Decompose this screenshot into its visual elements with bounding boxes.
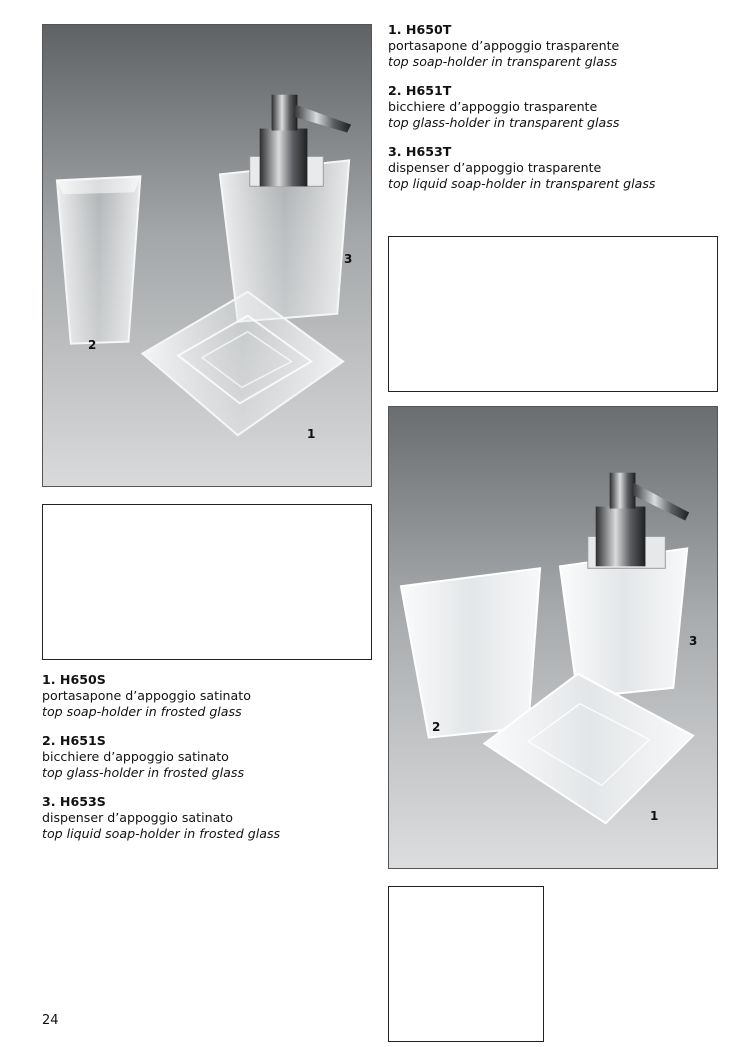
callout-3: 3 — [689, 634, 698, 648]
empty-frame-left — [42, 504, 372, 660]
callout-1: 1 — [307, 427, 316, 441]
product-code: 1. H650S — [42, 672, 106, 687]
description-english: top soap-holder in frosted glass — [42, 704, 242, 719]
callout-1: 1 — [650, 809, 659, 823]
spec-item — [42, 733, 372, 781]
page-number: 24 — [42, 1013, 59, 1028]
product-code: 3. H653S — [42, 794, 106, 809]
empty-frame-right-top — [388, 236, 718, 392]
callout-2: 2 — [432, 720, 441, 734]
callout-3: 3 — [344, 252, 353, 266]
description-italian: portasapone d’appoggio trasparente — [388, 38, 620, 53]
description-english: top glass-holder in transparent glass — [388, 115, 620, 130]
spec-item — [388, 22, 728, 70]
product-code: 1. H650T — [388, 22, 452, 37]
transparent-set-image — [43, 25, 371, 486]
spec-item — [388, 83, 728, 131]
description-english: top glass-holder in frosted glass — [42, 765, 245, 780]
callout-2: 2 — [88, 338, 97, 352]
frosted-set-image — [389, 407, 717, 868]
transparent-set-photo — [42, 24, 372, 487]
transparent-set-specs — [388, 22, 728, 205]
description-italian: bicchiere d’appoggio trasparente — [388, 99, 598, 114]
description-italian: bicchiere d’appoggio satinato — [42, 749, 229, 764]
description-italian: dispenser d’appoggio trasparente — [388, 160, 602, 175]
spec-item — [42, 672, 372, 720]
product-code: 3. H653T — [388, 144, 452, 159]
spec-item — [42, 794, 372, 842]
product-code: 2. H651S — [42, 733, 106, 748]
frosted-set-specs — [42, 672, 372, 855]
description-english: top liquid soap-holder in frosted glass — [42, 826, 281, 841]
description-italian: portasapone d’appoggio satinato — [42, 688, 251, 703]
empty-frame-right-bottom — [388, 886, 544, 1042]
description-english: top soap-holder in transparent glass — [388, 54, 618, 69]
product-code: 2. H651T — [388, 83, 452, 98]
description-italian: dispenser d’appoggio satinato — [42, 810, 233, 825]
description-english: top liquid soap-holder in transparent glass — [388, 176, 656, 191]
spec-item — [388, 144, 728, 192]
frosted-set-photo — [388, 406, 718, 869]
